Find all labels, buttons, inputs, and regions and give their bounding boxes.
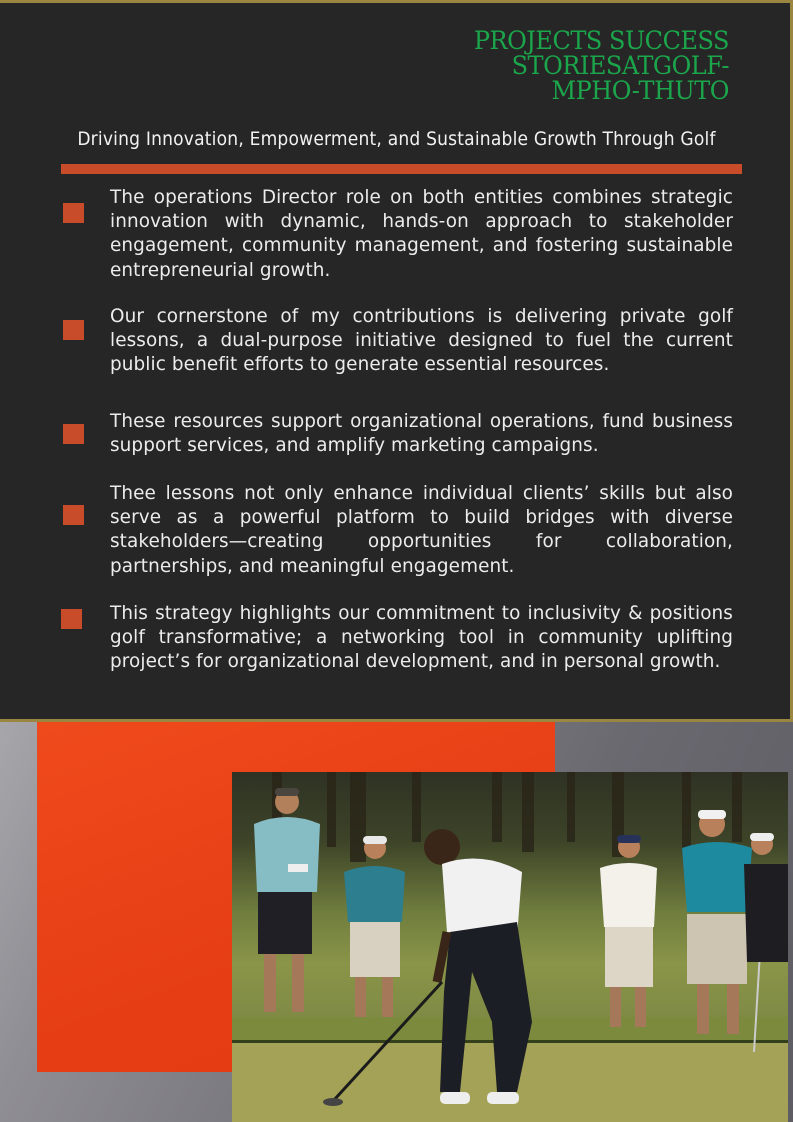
subtitle: Driving Innovation, Empowerment, and Sustainable Growth Through Golf [77, 128, 716, 150]
square-bullet-icon [63, 505, 84, 525]
golf-photo [232, 772, 788, 1122]
title-line-1: PROJECTS SUCCESS [473, 26, 729, 55]
square-bullet-icon [63, 203, 84, 223]
square-bullet-icon [63, 424, 84, 444]
title-line-3: MPHO-THUTO [551, 76, 729, 105]
square-bullet-icon [63, 320, 84, 340]
bullet-text: These resources support organizational operations, fund business support services, and amplify marketing campaigns. [110, 411, 733, 457]
bullet-text: This strategy highlights our commitment to inclusivity & positions golf transformative; a networking tool in community uplifting project’s for organizational development, and in personal growth. [110, 603, 733, 673]
bullet-text: The operations Director role on both entities combines strategic innovation with dynamic, hands-on approach to stakeholder engagement, community management, and fostering sustainable entrepreneurial growth. [110, 187, 733, 281]
page-title [326, 28, 729, 103]
golf-scene-illustration [232, 772, 788, 1122]
bullet-text: Our cornerstone of my contributions is delivering private golf lessons, a dual-purpose initiative designed to fuel the current public benefit efforts to generate essential resources. [110, 306, 733, 376]
divider-rule [61, 164, 742, 174]
square-bullet-icon [61, 609, 82, 629]
title-line-2: STORIESATGOLF- [511, 51, 729, 80]
bullet-text: Thee lessons not only enhance individual clients’ skills but also serve as a powerful platform to build bridges with diverse stakeholders—creating opportunities for collaboration, partnerships, and meaningful engagement. [110, 483, 733, 577]
